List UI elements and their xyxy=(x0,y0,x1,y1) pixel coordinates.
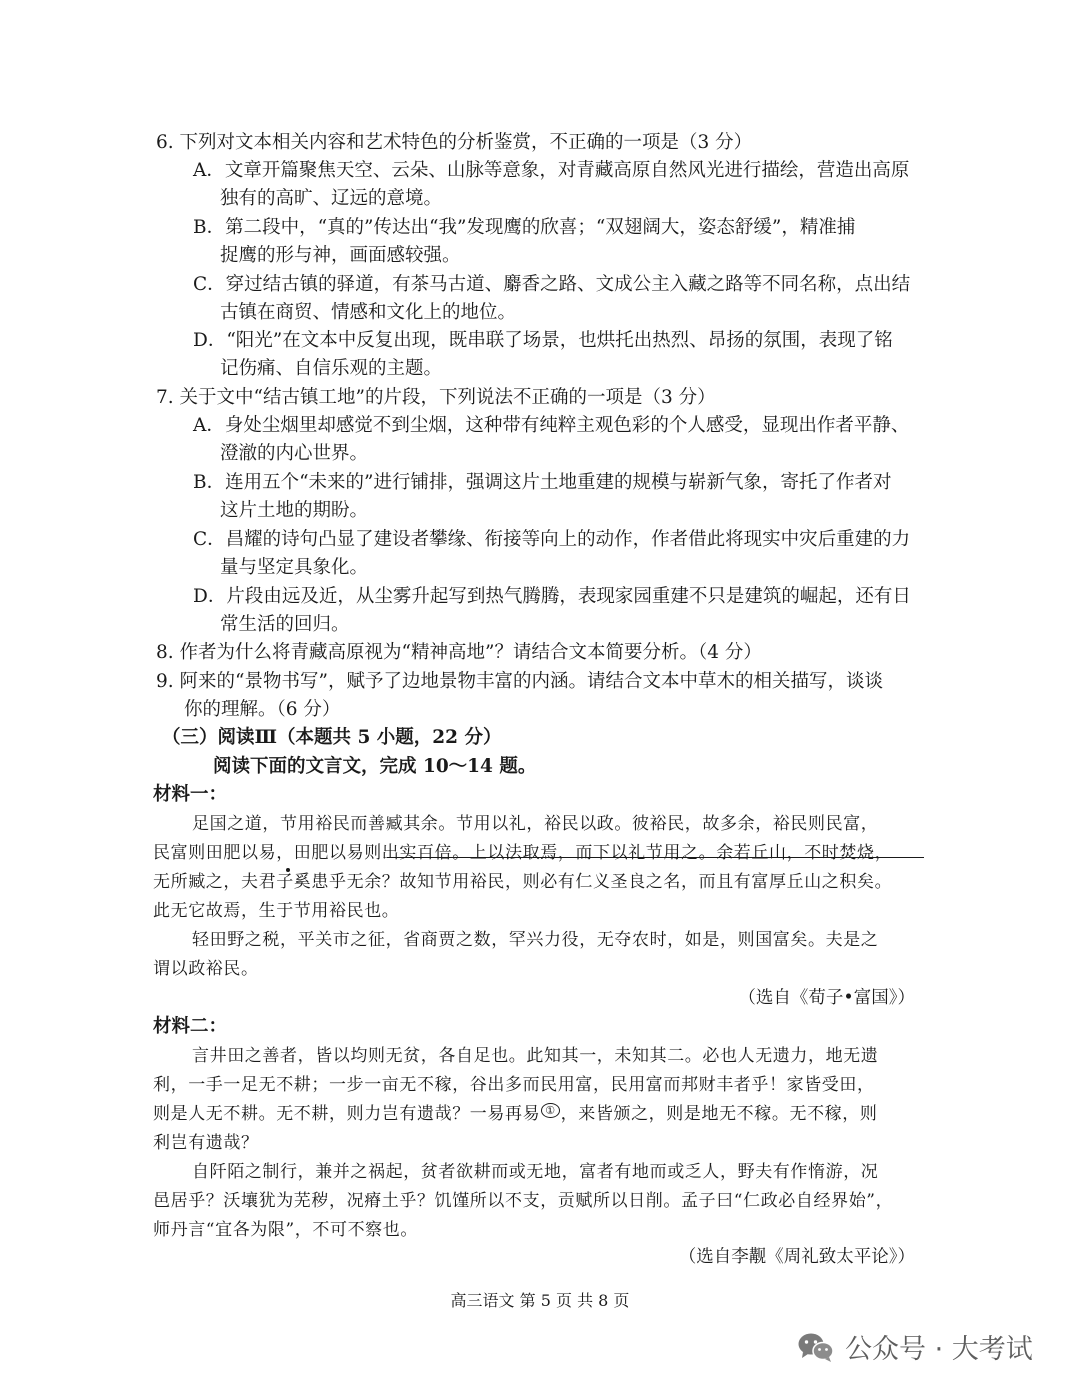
q7-stem: 7. 关于文中“结古镇工地”的片段，下列说法不正确的一项是（3 分） xyxy=(156,387,716,408)
material2-p1-line3-a: 则是人无不耕。无不耕，则力岂有遗哉？一易再易 xyxy=(153,1104,541,1124)
q8-stem: 8. 作者为什么将青藏高原视为“精神高地”？请结合文本简要分析。（4 分） xyxy=(156,642,762,663)
section-title: （三）阅读Ⅲ（本题共 5 小题，22 分） xyxy=(162,727,502,748)
wechat-icon xyxy=(797,1331,835,1363)
q9-stem-line1: 9. 阿来的“景物书写”，赋予了边地景物丰富的内涵。请结合文本中草木的相关描写，谈谈 xyxy=(156,671,883,692)
q6-option-d-line1: D．“阳光”在文本中反复出现，既串联了场景，也烘托出热烈、昂扬的氛围，表现了铭 xyxy=(193,330,893,351)
material2-p1-line3-b: ，来皆颁之，则是地无不稼。无不稼，则 xyxy=(560,1104,878,1124)
emphasis-dot xyxy=(286,868,290,872)
material2-p1-line4: 利岂有遗哉？ xyxy=(153,1133,259,1153)
q7-option-d-line1: D．片段由远及近，从尘雾升起写到热气腾腾，表现家园重建不只是建筑的崛起，还有日 xyxy=(193,586,911,607)
material1-p2-line1: 轻田野之税，平关市之征，省商贾之数，罕兴力役，无夺农时，如是，则国富矣。夫是之 xyxy=(192,930,879,950)
q9-stem-line2: 你的理解。（6 分） xyxy=(184,699,341,720)
material2-label: 材料二： xyxy=(153,1016,228,1037)
material1-p1-line4: 此无它故焉，生于节用裕民也。 xyxy=(153,901,400,921)
q6-stem: 6. 下列对文本相关内容和艺术特色的分析鉴赏，不正确的一项是（3 分） xyxy=(156,132,753,153)
material2-source: （选自李觏《周礼致太平论》） xyxy=(678,1247,915,1267)
material2-p1-line3 xyxy=(153,1101,877,1127)
material1-p1-line2: 民富则田肥以易，田肥以易则出实百倍。上以法取焉，而下以礼节用之。余若丘山，不时焚烧， xyxy=(153,843,893,863)
q7-option-a-line2: 澄澈的内心世界。 xyxy=(220,443,369,464)
footnote-marker: ① xyxy=(541,1103,559,1118)
q6-option-c-line2: 古镇在商贸、情感和文化上的地位。 xyxy=(220,302,517,323)
material1-source: （选自《荀子•富国》） xyxy=(738,988,915,1008)
material2-p2-line2: 邑居乎？沃壤犹为芜秽，况瘠土乎？饥馑所以不支，贡赋所以日削。孟子曰“仁政必自经界始”， xyxy=(153,1191,894,1211)
underline-mark xyxy=(387,857,924,858)
q6-option-d-line2: 记伤痛、自信乐观的主题。 xyxy=(220,358,443,379)
q6-option-b-line1: B．第二段中，“真的”传达出“我”发现鹰的欣喜；“双翅阔大，姿态舒缓”，精准捕 xyxy=(193,217,856,238)
material2-p2-line1: 自阡陌之制行，兼并之祸起，贫者欲耕而或无地，富者有地而或乏人，野夫有作惰游，况 xyxy=(192,1162,879,1182)
watermark xyxy=(797,1327,1033,1366)
material1-p1-line1: 足国之道，节用裕民而善臧其余。节用以礼，裕民以政。彼裕民，故多余，裕民则民富， xyxy=(192,814,879,834)
material2-p1-line2: 利，一手一足无不耕；一步一亩无不稼，谷出多而民用富，民用富而邦财丰者乎！家皆受田， xyxy=(153,1075,875,1095)
material2-p2-line3: 师丹言“宜各为限”，不可不察也。 xyxy=(153,1220,418,1240)
material1-p2-line2: 谓以政裕民。 xyxy=(153,959,259,979)
q7-option-d-line2: 常生活的回归。 xyxy=(220,614,350,635)
q7-option-a-line1: A．身处尘烟里却感觉不到尘烟，这种带有纯粹主观色彩的个人感受，显现出作者平静、 xyxy=(193,415,910,436)
q6-option-b-line2: 捉鹰的形与神，画面感较强。 xyxy=(220,245,461,266)
q7-option-b-line2: 这片土地的期盼。 xyxy=(220,500,369,521)
material1-p1-line3: 无所臧之，夫君子奚患乎无余？故知节用裕民，则必有仁义圣良之名，而且有富厚丘山之积矣。 xyxy=(153,872,893,892)
q6-option-a-line2: 独有的高旷、辽远的意境。 xyxy=(220,188,443,209)
q7-option-c-line2: 量与坚定具象化。 xyxy=(220,557,369,578)
material2-p1-line1: 言井田之善者，皆以均则无贫，各自足也。此知其一，未知其二。必也人无遗力，地无遗 xyxy=(192,1046,879,1066)
q7-option-b-line1: B．连用五个“未来的”进行铺排，强调这片土地重建的规模与崭新气象，寄托了作者对 xyxy=(193,472,892,493)
q7-option-c-line1: C．昌耀的诗句凸显了建设者攀缘、衔接等向上的动作，作者借此将现实中灾后重建的力 xyxy=(193,529,911,550)
q6-option-c-line1: C．穿过结古镇的驿道，有茶马古道、麝香之路、文成公主入藏之路等不同名称，点出结 xyxy=(193,274,911,295)
q6-option-a-line1: A．文章开篇聚焦天空、云朵、山脉等意象，对青藏高原自然风光进行描绘，营造出高原 xyxy=(193,160,910,181)
material1-label: 材料一： xyxy=(153,784,228,805)
section-instruction: 阅读下面的文言文，完成 10～14 题。 xyxy=(213,756,537,777)
watermark-text: 公众号 · 大考试 xyxy=(845,1334,1033,1365)
page-footer: 高三语文 第 5 页 共 8 页 xyxy=(450,1291,630,1310)
